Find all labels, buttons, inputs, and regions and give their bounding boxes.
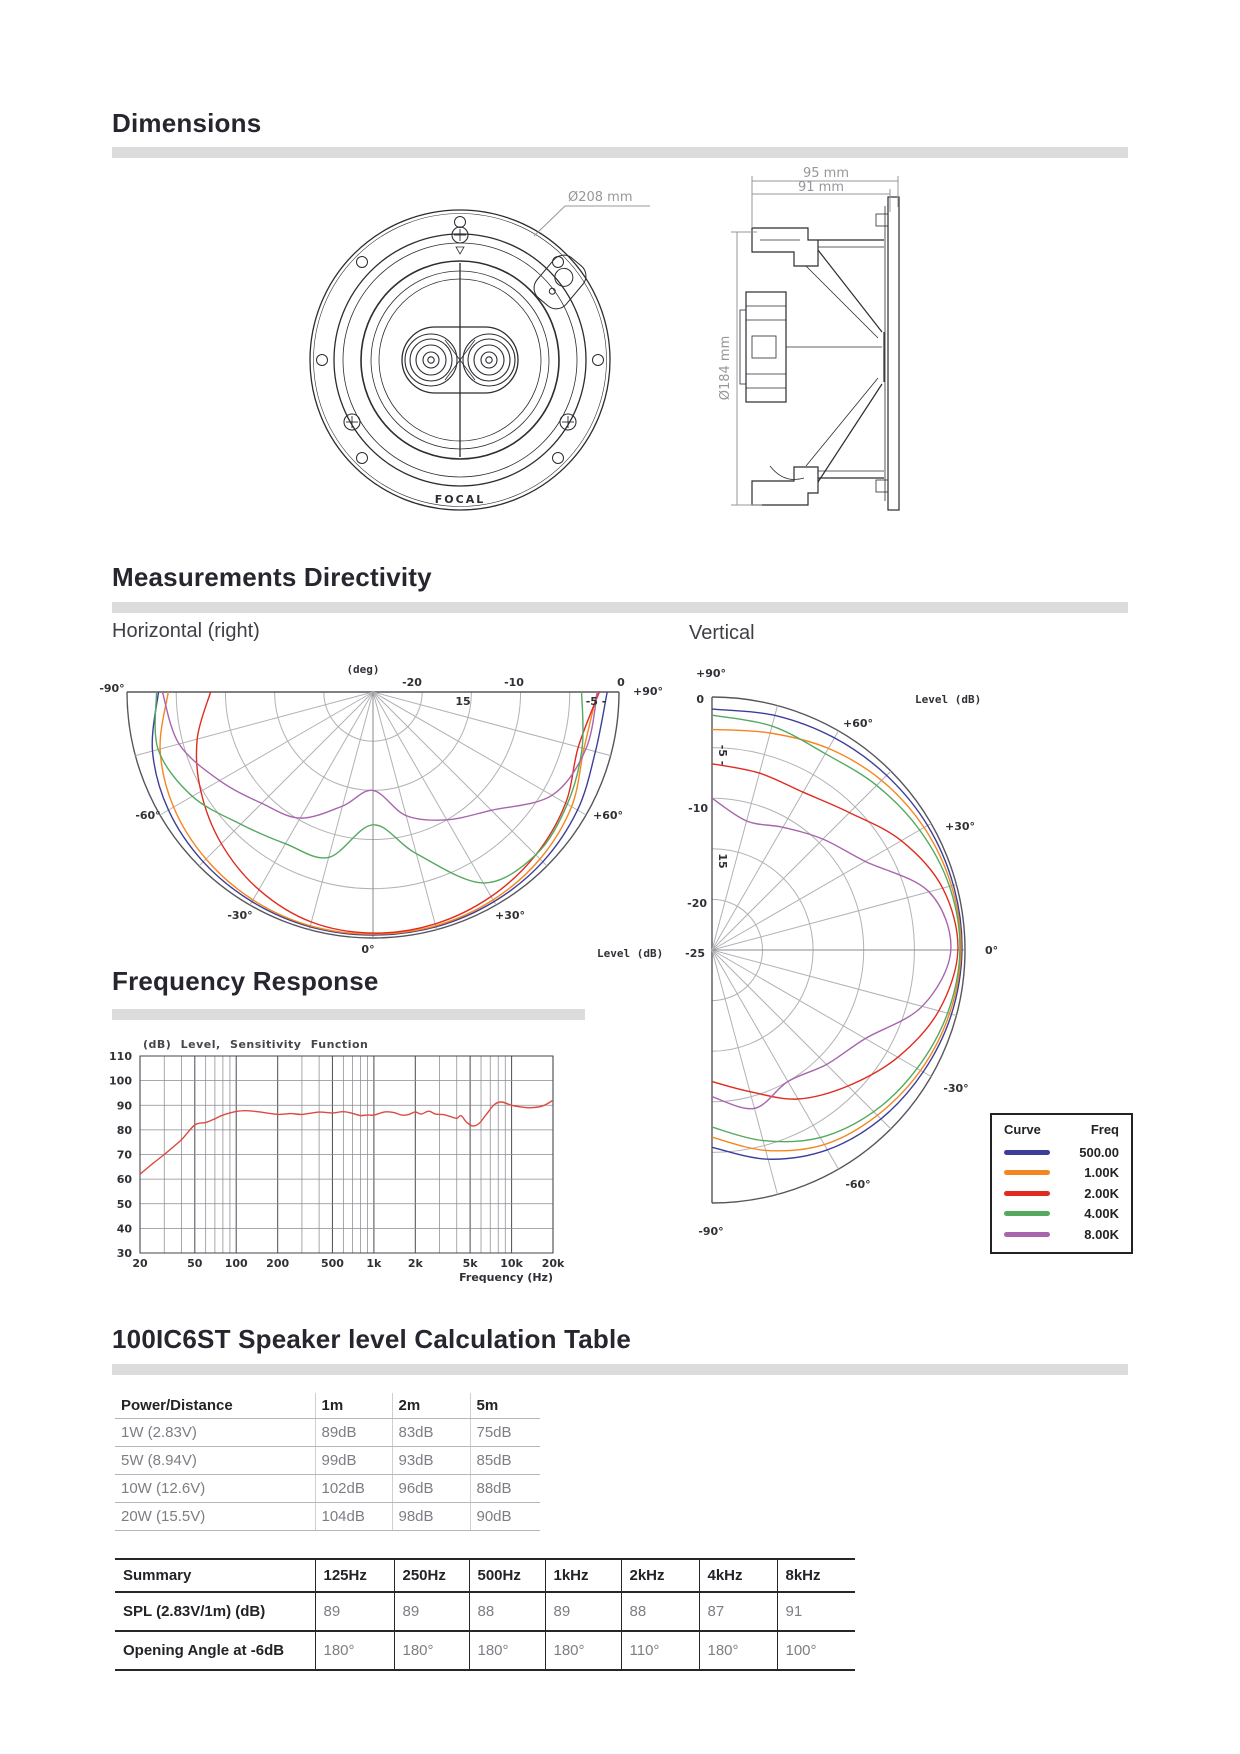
cell-value: 104dB [315, 1503, 392, 1531]
svg-text:-5 -: -5 - [585, 695, 607, 708]
table-row [115, 1631, 855, 1670]
legend-freq-header: Freq [1090, 1122, 1119, 1137]
svg-text:-20: -20 [687, 897, 707, 910]
directivity-vertical-grid [712, 697, 965, 1203]
svg-text:-90°: -90° [698, 1225, 724, 1238]
svg-text:50: 50 [116, 1197, 132, 1211]
legend-freq-value: 1.00K [1084, 1165, 1119, 1181]
cutout-diameter-label: Ø184 mm [718, 335, 733, 401]
svg-text:Level (dB): Level (dB) [597, 947, 664, 960]
svg-text:20k: 20k [541, 1257, 565, 1270]
frequency-response-title: Frequency Response [112, 966, 379, 996]
table-row [115, 1503, 540, 1531]
svg-text:-30°: -30° [943, 1082, 969, 1095]
frequency-response-chart [100, 1035, 570, 1285]
cell-value: 91 [777, 1592, 855, 1631]
directivity-divider-bar [112, 602, 1128, 613]
column-header: 2kHz [621, 1559, 699, 1592]
row-label: 20W (15.5V) [115, 1503, 315, 1531]
cell-value: 180° [394, 1631, 469, 1670]
legend-curve-header: Curve [1004, 1122, 1041, 1137]
row-label: 1W (2.83V) [115, 1419, 315, 1447]
fr-curve-Sensitivity [140, 1100, 553, 1174]
svg-text:-20: -20 [402, 676, 422, 689]
column-header: 125Hz [315, 1559, 394, 1592]
cell-value: 180° [315, 1631, 394, 1670]
svg-text:0: 0 [696, 693, 704, 706]
svg-text:20: 20 [132, 1257, 148, 1270]
svg-text:50: 50 [187, 1257, 203, 1270]
table-header-row [115, 1393, 540, 1419]
legend-freq-value: 8.00K [1084, 1226, 1119, 1242]
legend-header [1004, 1122, 1119, 1137]
svg-text:Level (dB): Level (dB) [915, 693, 982, 706]
cell-value: 100° [777, 1631, 855, 1670]
column-header: 2m [392, 1393, 470, 1419]
legend-swatch-icon [1004, 1170, 1050, 1175]
column-header: 1kHz [545, 1559, 621, 1592]
legend-entry-500.00 [1004, 1142, 1119, 1163]
svg-text:30: 30 [116, 1247, 132, 1260]
legend-swatch-icon [1004, 1211, 1050, 1216]
cell-value: 180° [699, 1631, 777, 1670]
svg-text:500: 500 [320, 1257, 344, 1270]
cell-value: 89dB [315, 1419, 392, 1447]
cell-value: 110° [621, 1631, 699, 1670]
cell-value: 180° [469, 1631, 545, 1670]
dimensions-divider-bar [112, 147, 1128, 158]
directivity-vertical-curve-8.00K [712, 798, 951, 1109]
svg-text:-90°: -90° [99, 682, 125, 695]
cell-value: 89 [545, 1592, 621, 1631]
horizontal-chart-label: Horizontal (right) [112, 620, 260, 642]
svg-text:+30°: +30° [944, 820, 976, 833]
cell-value: 90dB [470, 1503, 540, 1531]
svg-text:0°: 0° [361, 943, 375, 956]
svg-text:110: 110 [109, 1050, 132, 1063]
svg-text:40: 40 [116, 1222, 132, 1236]
svg-text:100: 100 [109, 1074, 132, 1088]
directivity-horizontal-curve-2.00K [196, 692, 599, 933]
legend-swatch-icon [1004, 1150, 1050, 1155]
svg-text:10k: 10k [500, 1257, 523, 1270]
cell-value: 87 [699, 1592, 777, 1631]
svg-text:-5 -: -5 - [716, 744, 729, 766]
cell-value: 88 [469, 1592, 545, 1631]
svg-text:200: 200 [266, 1257, 290, 1270]
svg-text:+60°: +60° [592, 809, 624, 822]
calculation-divider-bar [112, 1364, 1128, 1375]
cell-value: 88dB [470, 1475, 540, 1503]
svg-text:2k: 2k [407, 1257, 423, 1270]
svg-text:-10: -10 [688, 802, 708, 815]
vertical-chart-label: Vertical [689, 622, 755, 644]
svg-text:+90°: +90° [632, 685, 664, 698]
focal-logo-text: FOCAL [434, 493, 486, 506]
svg-text:15: 15 [455, 695, 471, 708]
legend-freq-value: 4.00K [1084, 1206, 1119, 1222]
legend-swatch-icon [1004, 1232, 1050, 1237]
svg-text:(dB) Level, Sensitivity Functi: (dB) Level, Sensitivity Function [143, 1038, 369, 1051]
depth-outer-label: 95 mm [802, 166, 850, 181]
svg-text:0: 0 [617, 676, 625, 689]
svg-text:70: 70 [116, 1148, 132, 1162]
speaker-level-table [115, 1393, 540, 1531]
table-row [115, 1447, 540, 1475]
dimensions-title: Dimensions [112, 108, 262, 138]
cell-value: 99dB [315, 1447, 392, 1475]
calculation-title: 100IC6ST Speaker level Calculation Table [112, 1324, 632, 1354]
summary-table [115, 1558, 855, 1671]
table-row [115, 1475, 540, 1503]
directivity-horizontal-grid [127, 692, 619, 938]
svg-text:(deg): (deg) [346, 663, 380, 676]
legend-entry-2.00K [1004, 1183, 1119, 1204]
cell-value: 89 [315, 1592, 394, 1631]
legend-rows [1004, 1142, 1119, 1245]
svg-text:90: 90 [116, 1099, 132, 1113]
cell-value: 102dB [315, 1475, 392, 1503]
cell-value: 89 [394, 1592, 469, 1631]
svg-text:60: 60 [116, 1173, 132, 1187]
svg-text:5k: 5k [462, 1257, 478, 1270]
table-summary [115, 1558, 855, 1671]
legend-entry-4.00K [1004, 1204, 1119, 1225]
svg-text:-25: -25 [685, 947, 705, 960]
curve-legend [990, 1113, 1133, 1254]
fr-grid [140, 1056, 553, 1253]
directivity-horizontal-curve-4.00K [155, 692, 583, 883]
svg-text:100: 100 [224, 1257, 248, 1270]
svg-text:-10: -10 [504, 676, 524, 689]
column-header: Power/Distance [115, 1393, 315, 1419]
svg-text:+60°: +60° [842, 717, 874, 730]
cell-value: 180° [545, 1631, 621, 1670]
table-header-row [115, 1559, 855, 1592]
directivity-horizontal-curve-8.00K [162, 692, 597, 820]
svg-text:-60°: -60° [845, 1178, 871, 1191]
directivity-vertical-chart [600, 655, 1010, 1245]
svg-text:15: 15 [716, 853, 729, 869]
depth-inner-label: 91 mm [797, 180, 845, 195]
row-label: Opening Angle at -6dB [115, 1631, 315, 1670]
column-header: 5m [470, 1393, 540, 1419]
column-header: 1m [315, 1393, 392, 1419]
legend-entry-1.00K [1004, 1163, 1119, 1184]
cell-value: 83dB [392, 1419, 470, 1447]
cell-value: 75dB [470, 1419, 540, 1447]
directivity-horizontal-chart [95, 655, 670, 965]
column-header: 4kHz [699, 1559, 777, 1592]
cell-value: 85dB [470, 1447, 540, 1475]
svg-text:+30°: +30° [494, 909, 526, 922]
fr-labels [109, 1038, 565, 1284]
svg-text:0°: 0° [985, 944, 999, 957]
svg-text:1k: 1k [366, 1257, 382, 1270]
column-header: 250Hz [394, 1559, 469, 1592]
side-speaker-outline [740, 197, 899, 510]
front-speaker-outline [310, 210, 610, 510]
column-header: 8kHz [777, 1559, 855, 1592]
cell-value: 88 [621, 1592, 699, 1631]
frequency-response-divider-bar [112, 1009, 585, 1020]
logo-plate-detail [529, 250, 592, 314]
svg-text:Frequency (Hz): Frequency (Hz) [459, 1271, 553, 1284]
side-view-drawing [700, 150, 915, 530]
column-header: 500Hz [469, 1559, 545, 1592]
legend-freq-value: 500.00 [1079, 1144, 1119, 1160]
front-dimension-leader [534, 206, 650, 236]
row-label: 5W (8.94V) [115, 1447, 315, 1475]
table-row [115, 1419, 540, 1447]
legend-freq-value: 2.00K [1084, 1185, 1119, 1201]
directivity-title: Measurements Directivity [112, 562, 432, 592]
svg-text:80: 80 [116, 1123, 132, 1137]
cell-value: 93dB [392, 1447, 470, 1475]
svg-text:-30°: -30° [227, 909, 253, 922]
cell-value: 98dB [392, 1503, 470, 1531]
column-header: Summary [115, 1559, 315, 1592]
row-label: SPL (2.83V/1m) (dB) [115, 1592, 315, 1631]
front-view-drawing [290, 160, 670, 520]
legend-swatch-icon [1004, 1191, 1050, 1196]
svg-text:+90°: +90° [695, 667, 727, 680]
table-row [115, 1592, 855, 1631]
front-diameter-label: Ø208 mm [568, 190, 633, 205]
directivity-horizontal-curve-1.00K [160, 692, 597, 934]
cell-value: 96dB [392, 1475, 470, 1503]
directivity-horizontal-labels [99, 663, 663, 960]
table-power [115, 1393, 540, 1531]
legend-entry-8.00K [1004, 1224, 1119, 1245]
row-label: 10W (12.6V) [115, 1475, 315, 1503]
svg-text:-60°: -60° [135, 809, 161, 822]
